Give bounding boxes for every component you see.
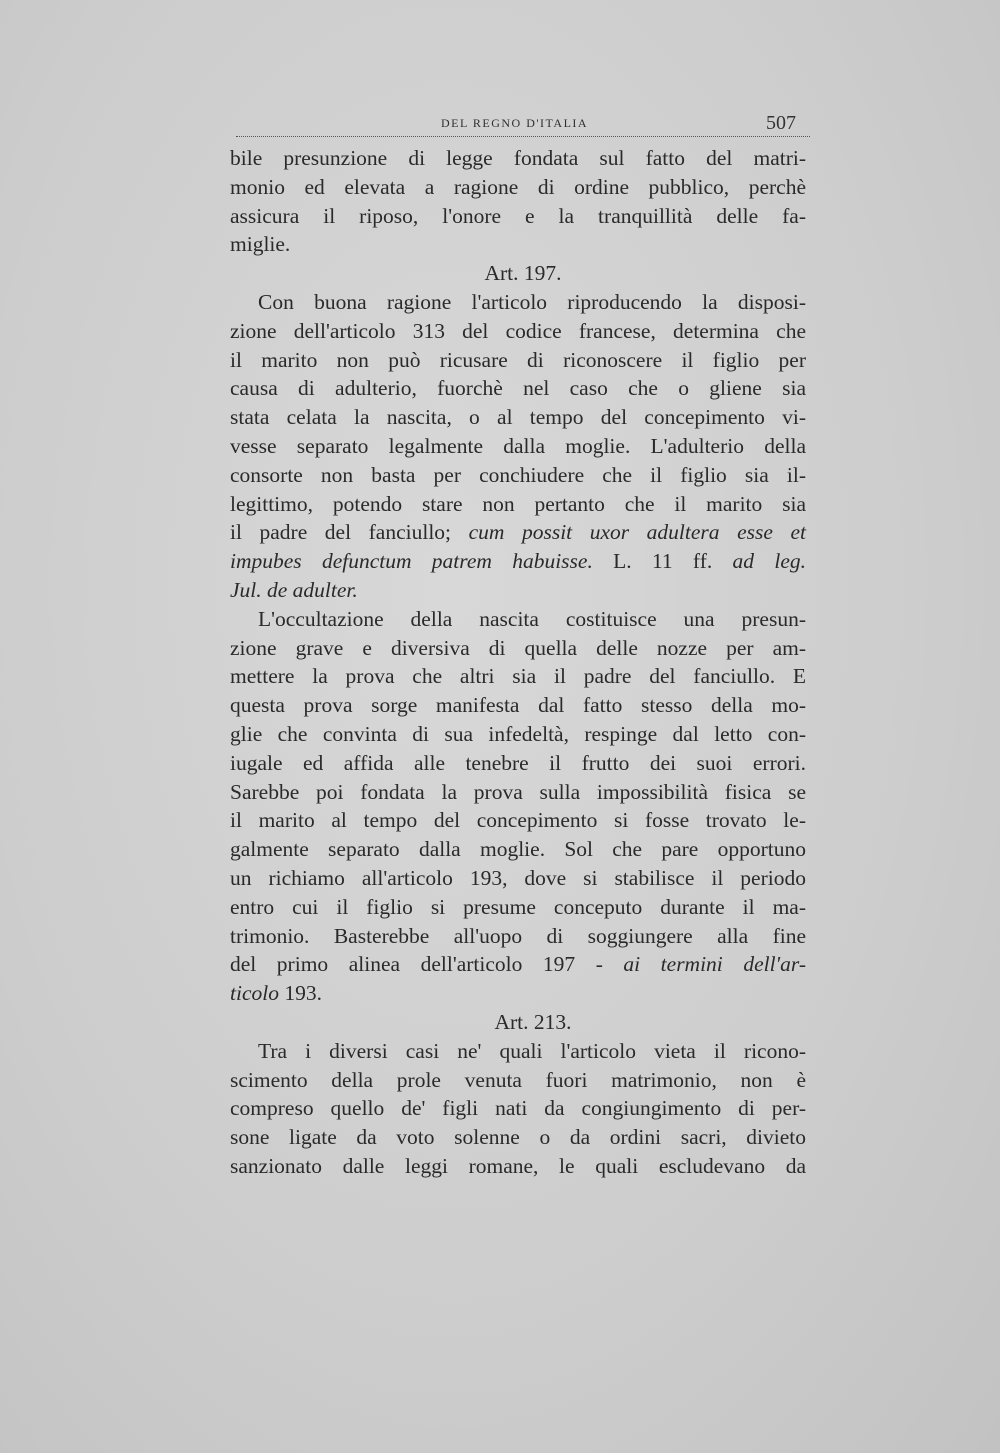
text-line: causa di adulterio, fuorchè nel caso che o gliene sia [230, 376, 806, 401]
page-number: 507 [766, 112, 796, 134]
text-line: iugale ed affida alle tenebre il frutto dei suoi errori. [230, 750, 806, 775]
running-head: DEL REGNO D'ITALIA [441, 116, 589, 130]
text-line: il marito non può ricusare di riconoscere il figlio per [230, 347, 806, 372]
text-line: il marito al tempo del concepimento si fosse trovato le- [230, 808, 806, 833]
text-line: questa prova sorge manifesta dal fatto stesso della mo- [230, 693, 806, 718]
text-line: galmente separato dalla moglie. Sol che pare opportuno [230, 837, 806, 862]
article-heading: Art. 197. [484, 261, 562, 286]
text-line [230, 518, 806, 547]
text-line: legittimo, potendo stare non pertanto che il marito sia [230, 491, 806, 516]
latin-citation: Jul. de adulter. [230, 577, 358, 602]
text-line [230, 979, 806, 1008]
text-line: bile presunzione di legge fondata sul fatto del matri- [230, 146, 806, 170]
text-span: del primo alinea dell'articolo 197 - [230, 952, 624, 977]
text-line: entro cui il figlio si presume conceputo durante il ma- [230, 894, 806, 919]
text-line: assicura il riposo, l'onore e la tranquillità delle fa- [230, 203, 806, 228]
text-line: un richiamo all'articolo 193, dove si stabilisce il periodo [230, 865, 806, 890]
article-heading: Art. 213. [494, 1009, 572, 1034]
text-line: sone ligate da voto solenne o da ordini sacri, divieto [230, 1125, 806, 1150]
text-span: L. 11 ff. [592, 549, 733, 574]
text-line: miglie. [230, 232, 291, 257]
text-line: Sarebbe poi fondata la prova sulla impossibilità fisica se [230, 779, 806, 804]
text-line: mettere la prova che altri sia il padre del fanciullo. E [230, 664, 806, 689]
text-line: compreso quello de' figli nati da congiungimento di per- [230, 1096, 806, 1121]
latin-quote: impubes defunctum patrem habuisse. [230, 549, 593, 574]
text-line: monio ed elevata a ragione di ordine pubblico, perchè [230, 174, 806, 199]
text-span: 193. [278, 981, 322, 1006]
text-line: Tra i diversi casi ne' quali l'articolo vieta il ricono- [258, 1038, 806, 1063]
text-line: L'occultazione della nascita costituisce una presun- [258, 606, 806, 631]
text-line [230, 547, 806, 576]
text-line: sanzionato dalle leggi romane, le quali escludevano da [230, 1153, 806, 1178]
text-line: stata celata la nascita, o al tempo del concepimento vi- [230, 405, 806, 430]
text-span: il padre del fanciullo; [230, 520, 469, 545]
text-line: Con buona ragione l'articolo riproducendo la disposi- [258, 289, 806, 314]
text-line [230, 576, 806, 605]
header-rule [236, 136, 810, 137]
text-line [230, 950, 806, 979]
latin-citation: ad leg. [732, 549, 806, 574]
page-header [236, 112, 810, 138]
text-line: vesse separato legalmente dalla moglie. L'adulterio della [230, 433, 806, 458]
text-line: zione dell'articolo 313 del codice francese, determina che [230, 318, 806, 343]
italic-phrase: ai termini dell'ar- [623, 952, 807, 977]
text-line: zione grave e diversiva di quella delle nozze per am- [230, 635, 806, 660]
italic-phrase: ticolo [230, 981, 279, 1006]
text-line: consorte non basta per conchiudere che il figlio sia il- [230, 462, 806, 487]
body-text [230, 144, 806, 1181]
text-line: trimonio. Basterebbe all'uopo di soggiungere alla fine [230, 923, 806, 948]
text-line: scimento della prole venuta fuori matrimonio, non è [230, 1067, 806, 1092]
text-line: glie che convinta di sua infedeltà, respinge dal letto con- [230, 721, 806, 746]
latin-quote: cum possit uxor adultera esse et [468, 520, 806, 545]
